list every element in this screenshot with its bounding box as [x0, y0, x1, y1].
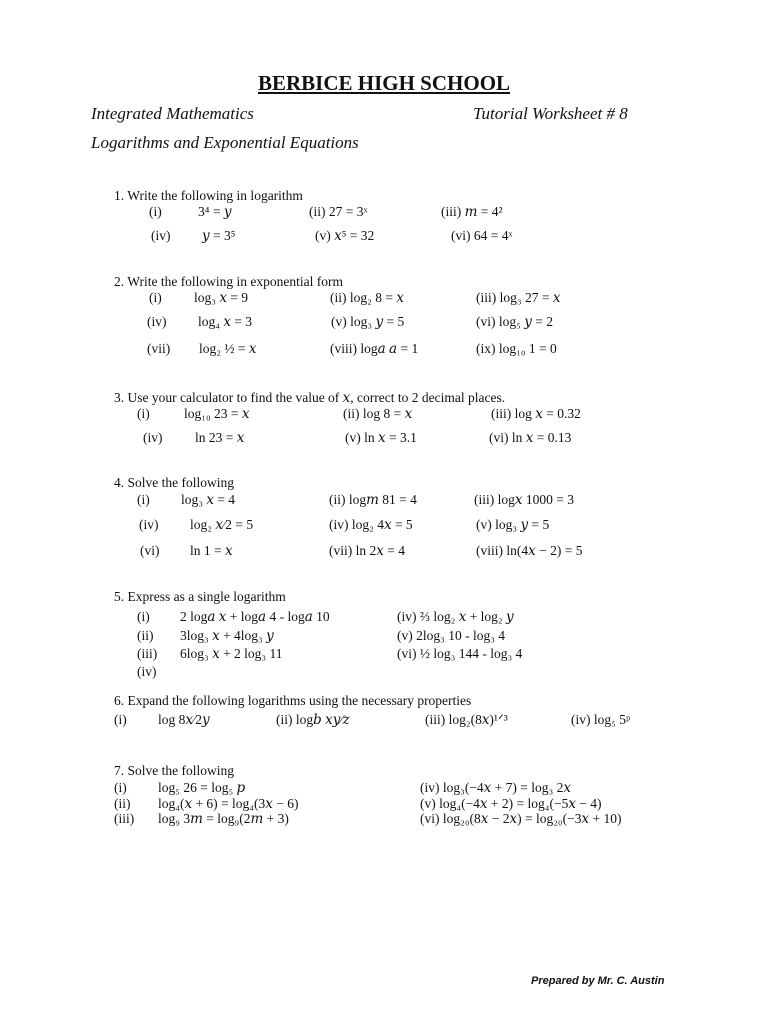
q4-item: (iii) log𝑥 1000 = 3 — [474, 492, 574, 507]
q7-item: (v) log₄(−4𝑥 + 2) = log₄(−5𝑥 − 4) — [420, 796, 602, 811]
q2-item: (vi) log₅ 𝑦 = 2 — [476, 314, 553, 329]
q2-item: (ii) log₂ 8 = 𝑥 — [330, 290, 404, 305]
q3-item: log₁₀ 23 = 𝑥 — [184, 406, 250, 421]
q3-item: (v) ln 𝑥 = 3.1 — [345, 430, 417, 445]
q6-item: log 8𝑥⁄2𝑦 — [158, 712, 210, 727]
q1-item: 𝑦 = 3⁵ — [202, 228, 236, 243]
q1-item: (ii) 27 = 3ˣ — [309, 204, 368, 219]
q2-item: (iii) log₃ 27 = 𝑥 — [476, 290, 561, 305]
q6-item: (iii) log₂(8𝑥)¹ᐟ³ — [425, 712, 508, 727]
q3-item: ln 23 = 𝑥 — [195, 430, 245, 445]
q7-item-label: (iii) — [114, 811, 135, 826]
q3-item-label: (iv) — [143, 430, 163, 445]
q4-item: (vii) ln 2𝑥 = 4 — [329, 543, 405, 558]
q5-item-label: (iii) — [137, 646, 158, 661]
question-5-heading: 5. Express as a single logarithm — [114, 589, 286, 604]
q4-item: (ii) log𝑚 81 = 4 — [329, 492, 417, 507]
q1-item-label: (i) — [149, 204, 162, 219]
question-6-heading: 6. Expand the following logarithms using the necessary properties — [114, 693, 472, 708]
q4-item: log₃ 𝑥 = 4 — [181, 492, 236, 507]
q5-item-label: (ii) — [137, 628, 154, 643]
q2-item: log₄ 𝑥 = 3 — [198, 314, 253, 329]
question-1-heading: 1. Write the following in logarithm — [114, 188, 303, 203]
q6-item: (iv) log₅ 5ᵖ — [571, 712, 631, 727]
q7-item-label: (ii) — [114, 796, 131, 811]
q1-item: (iii) 𝑚 = 4² — [441, 204, 503, 219]
q5-item: 2 log𝑎 𝑥 + log𝑎 4 - log𝑎 10 — [180, 609, 330, 624]
question-4-heading: 4. Solve the following — [114, 475, 234, 490]
q7-item: (iv) log₃(−4𝑥 + 7) = log₃ 2𝑥 — [420, 780, 571, 795]
q4-item: (iv) log₂ 4𝑥 = 5 — [329, 517, 413, 532]
q3-item: (vi) ln 𝑥 = 0.13 — [489, 430, 572, 445]
q1-item-label: (iv) — [151, 228, 171, 243]
q5-item: 3log₃ 𝑥 + 4log₃ 𝑦 — [180, 628, 274, 643]
q1-item: (v) 𝑥⁵ = 32 — [315, 228, 375, 243]
prepared-by-footer: Prepared by Mr. C. Austin — [531, 975, 665, 987]
question-7-heading: 7. Solve the following — [114, 763, 234, 778]
q2-item: (viii) log𝑎 𝑎 = 1 — [330, 341, 419, 356]
q2-item-label: (vii) — [147, 341, 171, 356]
q7-item: (vi) log₂₀(8𝑥 − 2𝑥) = log₂₀(−3𝑥 + 10) — [420, 811, 622, 826]
q3-item: (iii) log 𝑥 = 0.32 — [491, 406, 581, 421]
page-title: BERBICE HIGH SCHOOL — [257, 71, 511, 95]
q7-item-label: (i) — [114, 780, 127, 795]
q7-item: log₄(𝑥 + 6) = log₄(3𝑥 − 6) — [158, 796, 299, 811]
q4-item-label: (iv) — [139, 517, 159, 532]
question-3-heading: 3. Use your calculator to find the value of 𝑥, correct to 2 decimal places. — [114, 390, 506, 405]
question-2-heading: 2. Write the following in exponential form — [114, 274, 344, 289]
q2-item-label: (i) — [149, 290, 162, 305]
q4-item-label: (vi) — [140, 543, 160, 558]
q4-item: log₂ 𝑥⁄2 = 5 — [190, 517, 254, 532]
q7-item: log₅ 26 = log₅ 𝑝 — [158, 780, 246, 795]
q3-item-label: (i) — [137, 406, 150, 421]
q4-item: (v) log₃ 𝑦 = 5 — [476, 517, 550, 532]
q2-item-label: (iv) — [147, 314, 167, 329]
q4-item: (viii) ln(4𝑥 − 2) = 5 — [476, 543, 583, 558]
subject-label: Integrated Mathematics — [91, 104, 254, 123]
q4-item-label: (i) — [137, 492, 150, 507]
q2-item: (ix) log₁₀ 1 = 0 — [476, 341, 557, 356]
q5-item: 6log₃ 𝑥 + 2 log₃ 11 — [180, 646, 283, 661]
topic-label: Logarithms and Exponential Equations — [91, 133, 359, 152]
q2-item: (v) log₃ 𝑦 = 5 — [331, 314, 405, 329]
q6-item: (ii) log𝑏 𝑥𝑦⁄𝑧 — [276, 712, 350, 727]
q6-item-label: (i) — [114, 712, 127, 727]
q5-item: (v) 2log₃ 10 - log₃ 4 — [397, 628, 506, 643]
q2-item: log₂ ½ = 𝑥 — [199, 341, 257, 356]
q1-item: (vi) 64 = 4ˣ — [451, 228, 513, 243]
q5-item: (vi) ½ log₃ 144 - log₃ 4 — [397, 646, 523, 661]
q5-item-label: (i) — [137, 609, 150, 624]
q3-item: (ii) log 8 = 𝑥 — [343, 406, 413, 421]
q4-item: ln 1 = 𝑥 — [190, 543, 233, 558]
q5-item-label: (iv) — [137, 664, 157, 679]
q2-item: log₃ 𝑥 = 9 — [194, 290, 249, 305]
q7-item: log₉ 3𝑚 = log₉(2𝑚 + 3) — [158, 811, 289, 826]
worksheet-label: Tutorial Worksheet # 8 — [473, 104, 628, 123]
q1-item: 3⁴ = 𝑦 — [198, 204, 232, 219]
q5-item: (iv) ⅔ log₂ 𝑥 + log₂ 𝑦 — [397, 609, 514, 624]
